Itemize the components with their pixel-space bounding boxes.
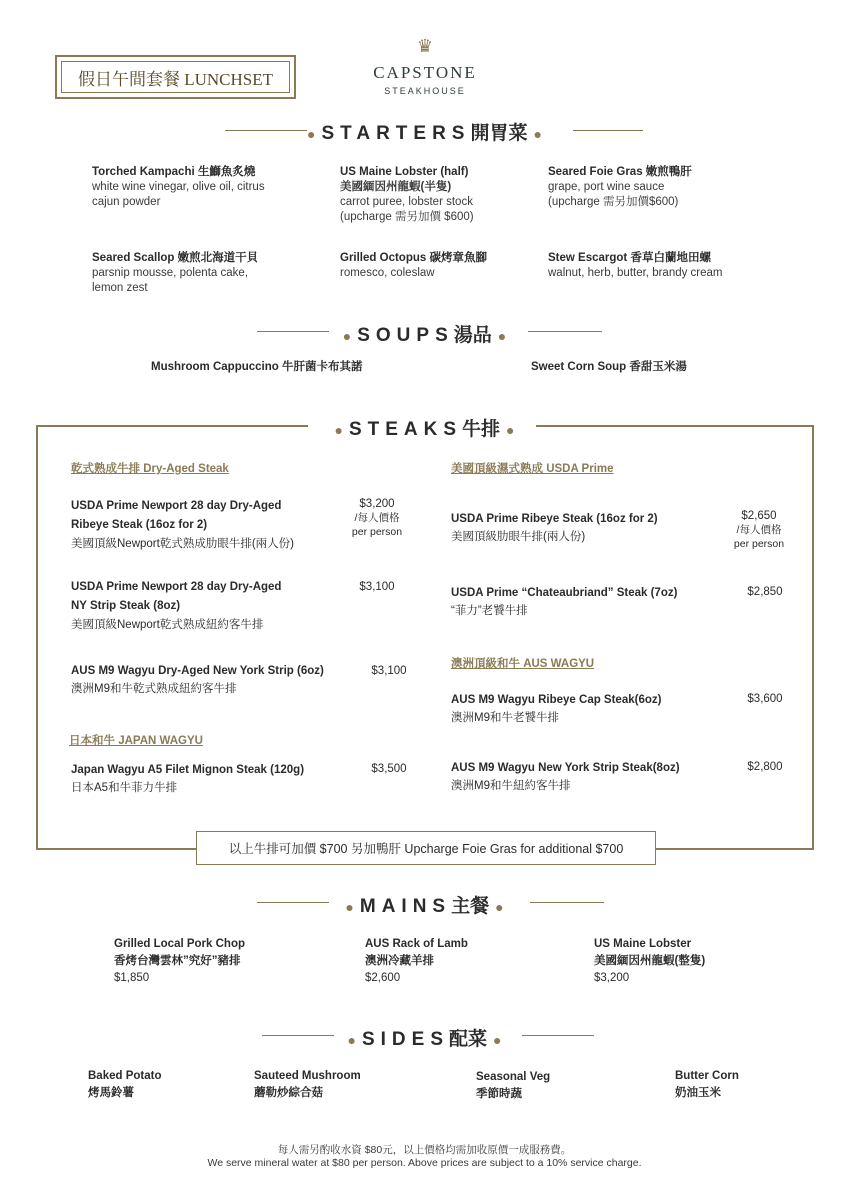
item-name: Grilled Local Pork Chop xyxy=(114,938,245,950)
brand-name: CAPSTONE xyxy=(373,63,477,82)
item-desc: cajun powder xyxy=(92,196,161,208)
starters-title-zh: 開胃菜 xyxy=(470,123,528,144)
item-desc: 美國緬因州龍蝦(半隻) xyxy=(340,181,452,193)
item-name: US Maine Lobster xyxy=(594,938,692,950)
item-name: AUS M9 Wagyu Dry-Aged New York Strip (6oz) xyxy=(71,665,324,677)
steaks-title-zh: 牛排 xyxy=(462,419,501,440)
item-name: USDA Prime Newport 28 day Dry-Aged xyxy=(71,581,282,593)
item-zh: 美國頂級Newport乾式熟成紐約客牛排 xyxy=(71,619,264,631)
item-name: AUS M9 Wagyu New York Strip Steak(8oz) xyxy=(451,762,680,774)
upcharge-note: 以上牛排可加價 $700 另加鴨肝 Upcharge Foie Gras for additional $700 xyxy=(196,831,656,865)
price-value: $2,850 xyxy=(747,586,783,598)
steak-item xyxy=(71,761,361,797)
lunchset-badge xyxy=(55,55,296,99)
starters-title-en: STARTERS xyxy=(321,123,471,144)
item-name: Sweet Corn Soup 香甜玉米湯 xyxy=(531,361,687,373)
item-name: USDA Prime “Chateaubriand” Steak (7oz) xyxy=(451,587,678,599)
steak-item xyxy=(71,662,361,698)
frame xyxy=(36,848,196,850)
category-label: 澳洲頂級和牛 AUS WAGYU xyxy=(451,658,595,670)
price-note: per person xyxy=(733,538,785,550)
steaks-title-en: STEAKS xyxy=(348,419,463,440)
menu-item xyxy=(340,165,540,225)
item-zh: 烤馬鈴薯 xyxy=(88,1087,134,1099)
item-name: USDA Prime Ribeye Steak (16oz for 2) xyxy=(451,513,658,525)
price-value: $3,500 xyxy=(371,763,407,775)
soups-heading: ● SOUPS湯品 ● xyxy=(342,325,507,346)
starters-heading: ● STARTERS開胃菜 ● xyxy=(307,123,542,144)
price xyxy=(728,509,790,551)
steak-item xyxy=(451,510,711,546)
item-zh: 澳洲M9和牛紐約客牛排 xyxy=(451,780,571,792)
item-zh: 美國頂級肋眼牛排(兩人份) xyxy=(451,531,586,543)
item-name: Ribeye Steak (16oz for 2) xyxy=(71,519,208,531)
item-zh: 季節時蔬 xyxy=(476,1088,522,1100)
item-desc: walnut, herb, butter, brandy cream xyxy=(548,267,723,279)
item-desc: romesco, coleslaw xyxy=(340,267,435,279)
soup-item xyxy=(531,360,687,375)
item-name: AUS Rack of Lamb xyxy=(365,938,468,950)
item-name: Sauteed Mushroom xyxy=(254,1070,361,1082)
item-name: Seared Scallop 嫩煎北海道干貝 xyxy=(92,252,259,264)
item-zh: 奶油玉米 xyxy=(675,1087,721,1099)
item-name: Mushroom Cappuccino 牛肝菌卡布其諾 xyxy=(151,361,363,373)
side-item xyxy=(88,1068,162,1102)
item-zh: 香烤台灣雲林”究好”豬排 xyxy=(114,955,241,967)
item-desc: (upcharge 需另加價$600) xyxy=(548,196,679,208)
category-label: 乾式熟成牛排 Dry-Aged Steak xyxy=(71,463,229,475)
item-zh: “菲力”老饕牛排 xyxy=(451,605,528,617)
item-desc: carrot puree, lobster stock xyxy=(340,196,473,208)
mains-title-en: MAINS xyxy=(359,896,452,917)
brand-logo xyxy=(360,36,490,96)
item-zh: 蘑勒炒綜合菇 xyxy=(254,1087,323,1099)
sides-title-zh: 配菜 xyxy=(449,1029,488,1050)
item-name: USDA Prime Newport 28 day Dry-Aged xyxy=(71,500,282,512)
price xyxy=(346,497,408,539)
menu-item xyxy=(92,251,322,296)
steak-item xyxy=(71,497,351,554)
price-value: $3,200 xyxy=(594,972,630,984)
item-name: Seasonal Veg xyxy=(476,1071,551,1083)
price-value: $2,650 xyxy=(741,510,777,522)
price-value: $3,200 xyxy=(359,498,395,510)
main-item xyxy=(365,936,565,987)
item-desc: (upcharge 需另加價 $600) xyxy=(340,211,474,223)
category-label: 日本和牛 JAPAN WAGYU xyxy=(69,735,203,747)
crown-icon: ♛ xyxy=(416,36,434,57)
menu-item xyxy=(92,165,322,210)
price-note: per person xyxy=(351,526,403,538)
price-value: $2,600 xyxy=(365,972,401,984)
frame xyxy=(656,848,814,850)
steak-item xyxy=(71,578,351,635)
price-value: $1,850 xyxy=(114,972,150,984)
item-desc: white wine vinegar, olive oil, citrus xyxy=(92,181,265,193)
steaks-heading: ● STEAKS牛排 ● xyxy=(334,419,515,440)
footer-zh: 每人需另酌收水資 $80元，以上價格均需加收原價一成服務費。 xyxy=(277,1144,572,1156)
item-name: Seared Foie Gras 嫩煎鴨肝 xyxy=(548,166,692,178)
item-zh: 澳洲M9和牛乾式熟成紐約客牛排 xyxy=(71,683,237,695)
item-name: Torched Kampachi 生鰤魚炙燒 xyxy=(92,166,256,178)
main-item xyxy=(594,936,794,987)
item-zh: 美國緬因州龍蝦(整隻) xyxy=(594,955,706,967)
item-zh: 日本A5和牛菲力牛排 xyxy=(71,782,178,794)
steak-item xyxy=(451,691,721,727)
lunchset-label: 假日午間套餐 LUNCHSET xyxy=(61,61,290,93)
item-desc: parsnip mousse, polenta cake, xyxy=(92,267,248,279)
price-value: $3,600 xyxy=(747,693,783,705)
mains-heading: ● MAINS主餐 ● xyxy=(345,896,504,917)
steak-item xyxy=(451,584,721,620)
footer-en: We serve mineral water at $80 per person. Above prices are subject to a 10% service charge. xyxy=(207,1157,642,1169)
item-zh: 澳洲冷藏羊排 xyxy=(365,955,434,967)
main-item xyxy=(114,936,334,987)
item-name: NY Strip Steak (8oz) xyxy=(71,600,181,612)
item-name: Japan Wagyu A5 Filet Mignon Steak (120g) xyxy=(71,764,305,776)
side-item xyxy=(476,1069,550,1103)
item-desc: lemon zest xyxy=(92,282,148,294)
soups-title-en: SOUPS xyxy=(357,325,454,346)
menu-item xyxy=(548,251,788,281)
item-name: Stew Escargot 香草白蘭地田螺 xyxy=(548,252,711,264)
item-desc: grape, port wine sauce xyxy=(548,181,665,193)
sides-title-en: SIDES xyxy=(361,1029,449,1050)
item-name: Butter Corn xyxy=(675,1070,739,1082)
steak-item xyxy=(451,759,726,795)
frame xyxy=(36,425,38,850)
price-note: /每人價格 xyxy=(736,524,782,536)
frame xyxy=(812,425,814,850)
side-item xyxy=(254,1068,361,1102)
item-name: US Maine Lobster (half) xyxy=(340,166,469,178)
item-name: Grilled Octopus 碳烤章魚腳 xyxy=(340,252,487,264)
item-name: AUS M9 Wagyu Ribeye Cap Steak(6oz) xyxy=(451,694,662,706)
price-value: $3,100 xyxy=(359,581,395,593)
menu-item xyxy=(340,251,540,281)
item-zh: 美國頂級Newport乾式熟成肋眼牛排(兩人份) xyxy=(71,538,294,550)
item-name: Baked Potato xyxy=(88,1070,162,1082)
item-zh: 澳洲M9和牛老饕牛排 xyxy=(451,712,559,724)
soups-title-zh: 湯品 xyxy=(453,325,492,346)
price-value: $2,800 xyxy=(747,761,783,773)
sides-heading: ● SIDES配菜 ● xyxy=(347,1029,502,1050)
mains-title-zh: 主餐 xyxy=(451,896,490,917)
price-value: $3,100 xyxy=(371,665,407,677)
category-label: 美國頂級濕式熟成 USDA Prime xyxy=(451,463,614,475)
menu-item xyxy=(548,165,778,210)
soup-item xyxy=(151,360,362,375)
side-item xyxy=(675,1068,739,1102)
brand-sub: STEAKHOUSE xyxy=(384,86,466,96)
price-note: /每人價格 xyxy=(354,512,400,524)
